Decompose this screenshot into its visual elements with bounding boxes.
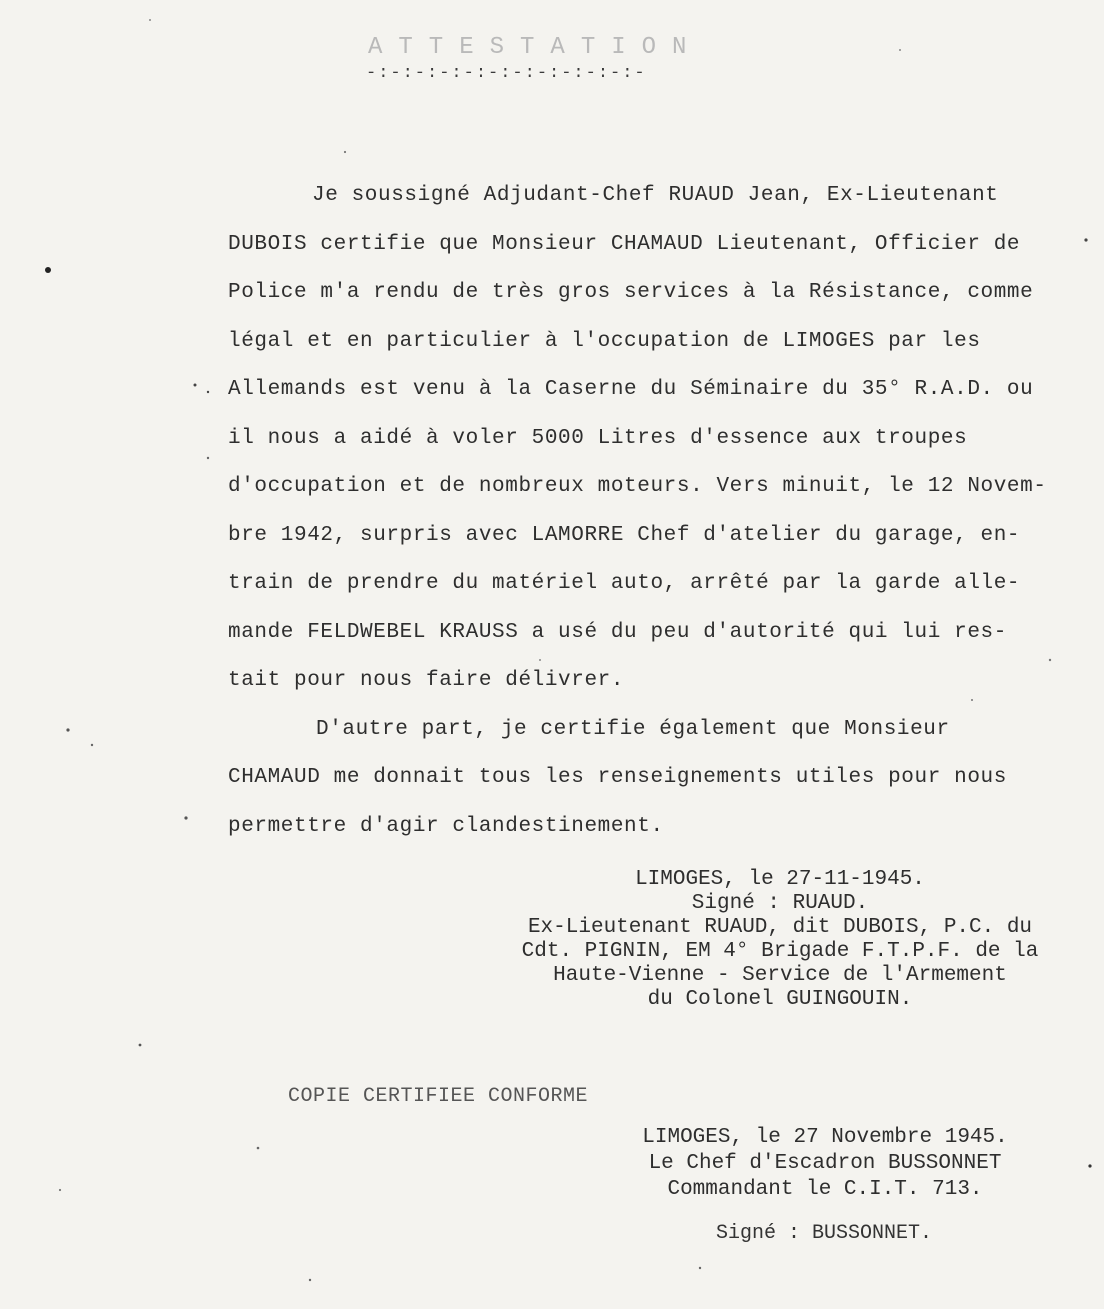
attestation-body [228, 172, 1088, 851]
body-line: légal et en particulier à l'occupation de LIMOGES par les [228, 329, 981, 353]
document-title: ATTESTATION [368, 34, 703, 61]
body-line: d'occupation et de nombreux moteurs. Vers minuit, le 12 Novem- [228, 475, 1047, 498]
certification-command: Commandant le C.I.T. 713. [667, 1178, 983, 1201]
signature-role-line: Cdt. PIGNIN, EM 4° Brigade F.T.P.F. de la [521, 940, 1039, 963]
body-line: tait pour nous faire délivrer. [228, 669, 625, 692]
body-line: CHAMAUD me donnait tous les renseignements utiles pour nous [228, 766, 1007, 789]
signature-role-line: Haute-Vienne - Service de l'Armement [553, 964, 1007, 987]
body-line: il nous a aidé à voler 5000 Litres d'essence aux troupes [228, 426, 968, 450]
body-line: Allemands est venu à la Caserne du Séminaire du 35° R.A.D. ou [228, 378, 1034, 401]
title-underline: -:-:-:-:-:-:-:-:-:-:-:- [366, 64, 647, 83]
body-line: permettre d'agir clandestinement. [228, 814, 664, 838]
body-line: DUBOIS certifie que Monsieur CHAMAUD Lieutenant, Officier de [228, 232, 1021, 256]
body-line: Je soussigné Adjudant-Chef RUAUD Jean, Ex-Lieutenant [312, 184, 999, 207]
body-line: Police m'a rendu de très gros services à la Résistance, comme [228, 281, 1034, 304]
signature-signed: Signé : RUAUD. [691, 892, 869, 915]
certification-date: LIMOGES, le 27 Novembre 1945. [642, 1126, 1008, 1149]
signature-block [470, 868, 1090, 1012]
copy-certified-heading: COPIE CERTIFIEE CONFORME [288, 1085, 589, 1108]
signature-date: LIMOGES, le 27-11-1945. [635, 868, 925, 891]
final-signature: Signé : BUSSONNET. [716, 1222, 933, 1245]
body-line: train de prendre du matériel auto, arrêté par la garde alle- [228, 572, 1021, 595]
signature-role-line: du Colonel GUINGOUIN. [647, 988, 913, 1011]
body-line: mande FELDWEBEL KRAUSS a usé du peu d'autorité qui lui res- [228, 620, 1007, 644]
signature-role-line: Ex-Lieutenant RUAUD, dit DUBOIS, P.C. du [527, 916, 1033, 939]
certification-block [600, 1125, 1050, 1203]
body-line: bre 1942, surpris avec LAMORRE Chef d'atelier du garage, en- [228, 523, 1021, 547]
body-line: D'autre part, je certifie également que Monsieur [316, 717, 950, 741]
certification-officer: Le Chef d'Escadron BUSSONNET [648, 1152, 1002, 1175]
